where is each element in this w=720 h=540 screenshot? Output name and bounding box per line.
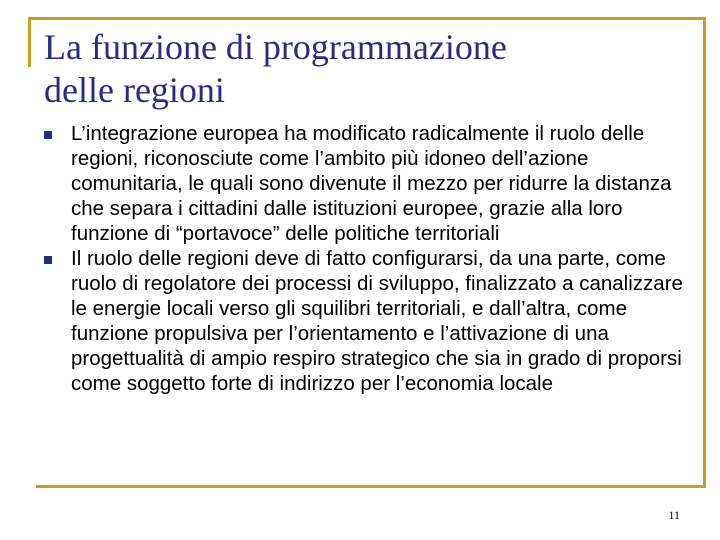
square-bullet-icon [44, 256, 52, 264]
bullet-list [44, 121, 689, 396]
slide-title-line-2: delle regioni [44, 70, 225, 110]
bullet-item-2 [44, 246, 689, 396]
frame-rule-bottom [36, 485, 706, 488]
slide-title [44, 26, 684, 112]
bullet-text-2: Il ruolo delle regioni deve di fatto configurarsi, da una parte, come ruolo di regolatore dei processi di sviluppo, finalizzato a canalizzare le energie locali verso gli squilibri territoriali, e dall’altra, come funzione propulsiva per l’orientamento e l’attivazione di una progettualità di ampio respiro strategico che sia in grado di proporsi come soggetto forte di indirizzo per l’economia locale [71, 247, 683, 395]
slide-number: 11 [668, 508, 680, 522]
bullet-item-1 [44, 121, 689, 246]
slide-title-line-1: La funzione di programmazione [44, 27, 507, 67]
frame-rule-right [703, 17, 706, 485]
square-bullet-icon [44, 131, 52, 139]
frame-rule-left [28, 17, 31, 67]
frame-rule-top [28, 17, 706, 20]
bullet-text-1: L’integrazione europea ha modificato radicalmente il ruolo delle regioni, riconosciute come l’ambito più idoneo dell’azione comunitaria, le quali sono divenute il mezzo per ridurre la distanza che separa i cittadini dalle istituzioni europee, grazie alla loro funzione di “portavoce” delle politiche territoriali [71, 122, 672, 245]
